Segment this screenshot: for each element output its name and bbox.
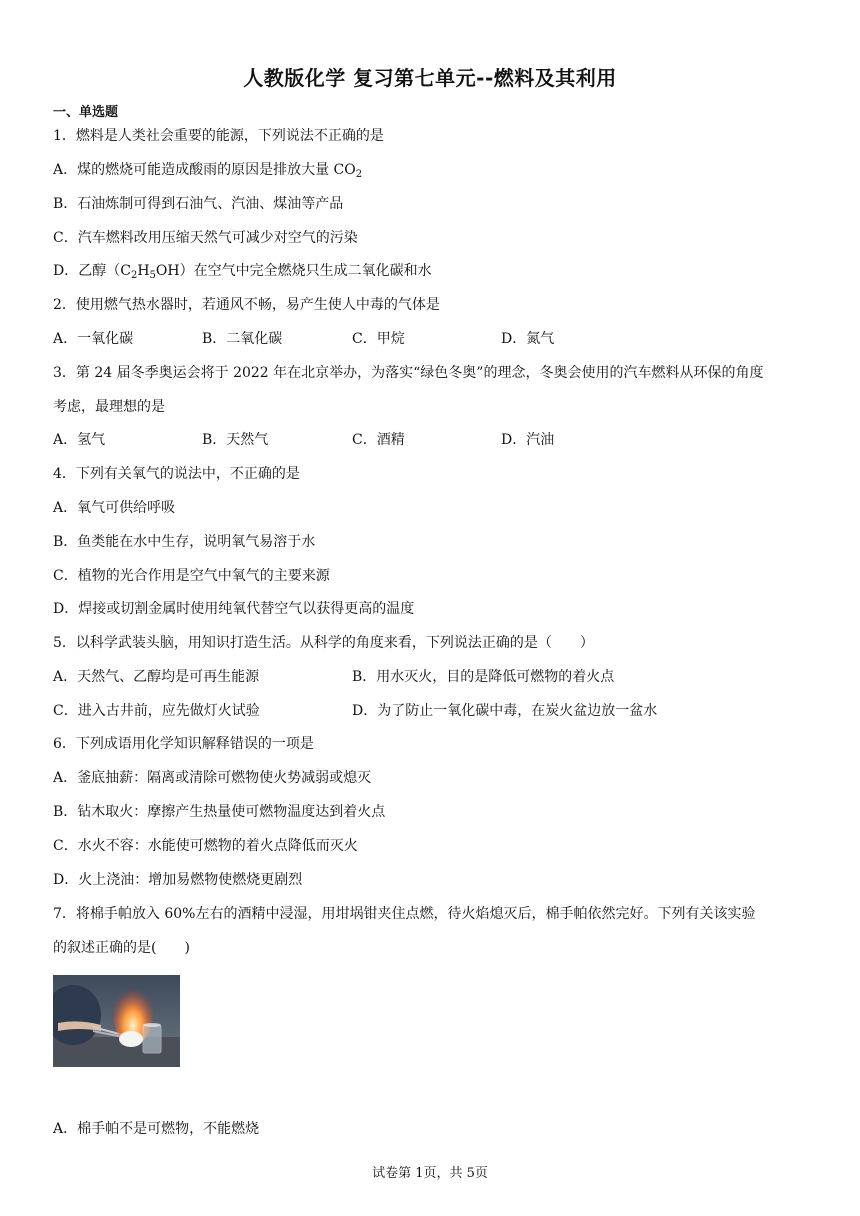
question-3-option-d: D．汽油 — [501, 432, 555, 448]
option-text: A．煤的燃烧可能造成酸雨的原因是排放大量 CO — [53, 162, 356, 178]
question-5-stem: 5．以科学武装头脑，用知识打造生活。从科学的角度来看，下列说法正确的是（ ） — [53, 635, 594, 651]
section-heading: 一、单选题 — [53, 105, 119, 120]
question-2-option-b: B．二氧化碳 — [202, 331, 283, 347]
question-4-option-d: D．焊接或切割金属时使用纯氧代替空气以获得更高的温度 — [53, 601, 415, 617]
burning-handkerchief-illustration — [53, 975, 180, 1067]
question-7-stem-line-1: 7．将棉手帕放入 60%左右的酒精中浸湿，用坩埚钳夹住点燃，待火焰熄灭后，棉手帕依然完好。下列有关该实验 — [53, 906, 756, 922]
experiment-photo — [53, 975, 180, 1067]
question-2-stem: 2．使用燃气热水器时，若通风不畅，易产生使人中毒的气体是 — [53, 297, 440, 313]
question-7-stem-line-2: 的叙述正确的是( ) — [53, 940, 190, 956]
subscript: 5 — [149, 270, 156, 281]
question-6-option-c: C．水火不容：水能使可燃物的着火点降低而灭火 — [53, 838, 358, 854]
option-text: OH）在空气中完全燃烧只生成二氧化碳和水 — [155, 263, 432, 279]
question-1-option-c: C．汽车燃料改用压缩天然气可减少对空气的污染 — [53, 230, 358, 246]
question-4-stem: 4．下列有关氧气的说法中，不正确的是 — [53, 466, 300, 482]
question-7-option-a: A．棉手帕不是可燃物，不能燃烧 — [53, 1121, 260, 1137]
option-text: H — [137, 263, 150, 279]
subscript: 2 — [130, 270, 138, 281]
page-footer: 试卷第 1页，共 5页 — [372, 1166, 488, 1181]
question-6-stem: 6．下列成语用化学知识解释错误的一项是 — [53, 736, 314, 752]
question-5-option-c: C．进入古井前，应先做灯火试验 — [53, 703, 260, 719]
question-6-option-d: D．火上浇油：增加易燃物使燃烧更剧烈 — [53, 872, 303, 888]
question-3-option-c: C．酒精 — [352, 432, 405, 448]
question-3-stem-line-1: 3．第 24 届冬季奥运会将于 2022 年在北京举办，为落实“绿色冬奥”的理念，冬奥会使用的汽车燃料从环保的角度 — [53, 365, 764, 381]
question-5-option-a: A．天然气、乙醇均是可再生能源 — [53, 669, 260, 685]
question-1-option-d — [53, 261, 432, 286]
question-2-option-a: A．一氧化碳 — [53, 331, 134, 347]
option-text: D．乙醇（C — [53, 263, 131, 279]
question-2-option-d: D．氮气 — [501, 331, 555, 347]
question-4-option-a: A．氧气可供给呼吸 — [53, 500, 176, 516]
question-1-option-b: B．石油炼制可得到石油气、汽油、煤油等产品 — [53, 196, 344, 212]
page-title: 人教版化学 复习第七单元--燃料及其利用 — [243, 66, 617, 90]
question-4-option-c: C．植物的光合作用是空气中氧气的主要来源 — [53, 568, 330, 584]
question-3-stem-line-2: 考虑，最理想的是 — [53, 399, 165, 415]
question-3-option-b: B．天然气 — [202, 432, 269, 448]
question-6-option-b: B．钻木取火：摩擦产生热量使可燃物温度达到着火点 — [53, 804, 386, 820]
question-4-option-b: B．鱼类能在水中生存，说明氧气易溶于水 — [53, 534, 316, 550]
question-2-option-c: C．甲烷 — [352, 331, 405, 347]
subscript: 2 — [355, 169, 363, 180]
question-1-option-a — [53, 160, 362, 185]
question-3-option-a: A．氢气 — [53, 432, 106, 448]
question-5-option-d: D．为了防止一氧化碳中毒，在炭火盆边放一盆水 — [352, 703, 658, 719]
question-6-option-a: A．釜底抽薪：隔离或清除可燃物使火势减弱或熄灭 — [53, 770, 372, 786]
question-1-stem: 1．燃料是人类社会重要的能源，下列说法不正确的是 — [53, 128, 384, 144]
question-5-option-b: B．用水灭火，目的是降低可燃物的着火点 — [352, 669, 615, 685]
